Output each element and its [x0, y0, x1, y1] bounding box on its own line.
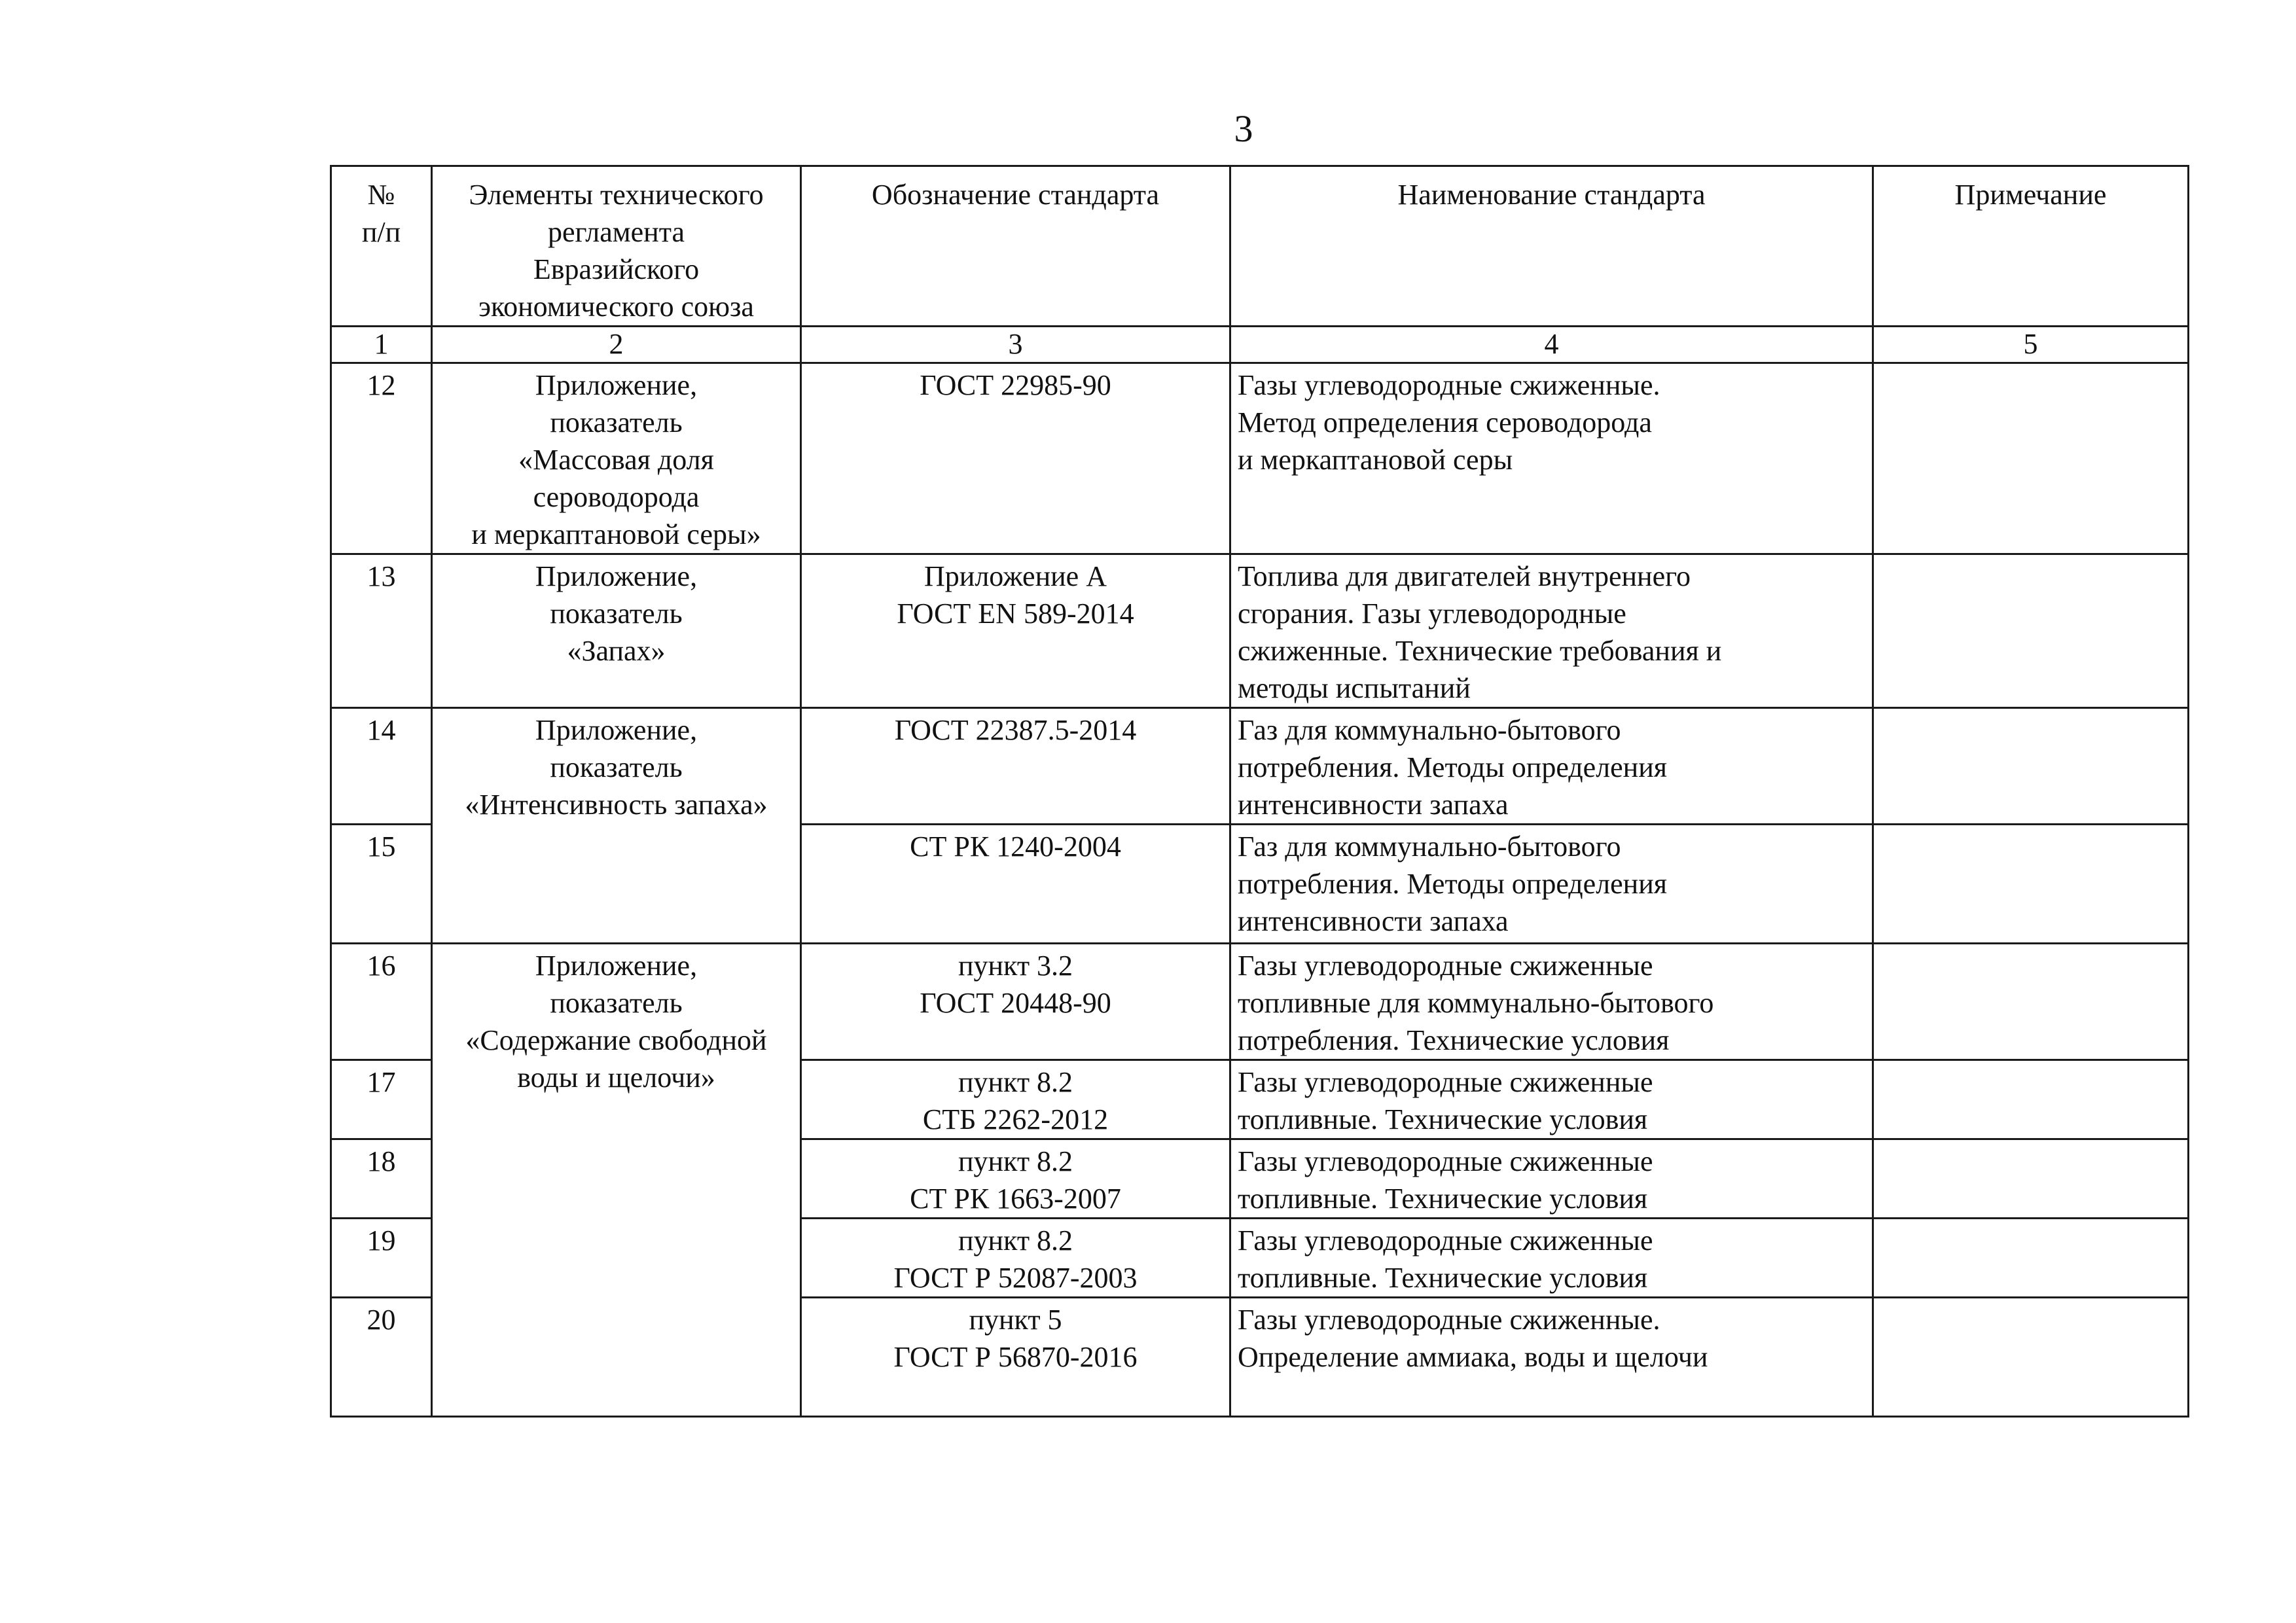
row-element: Приложение, показатель «Массовая доля сероводорода и меркаптановой серы»	[432, 363, 801, 554]
header-name: Наименование стандарта	[1230, 166, 1873, 327]
row-standard-name: Газы углеводородные сжиженные топливные. Технические условия	[1230, 1060, 1873, 1139]
column-numbers-row	[331, 327, 2189, 363]
table-row	[331, 363, 2189, 554]
row-designation: Приложение А ГОСТ EN 589-2014	[801, 554, 1230, 708]
row-note	[1873, 825, 2189, 944]
row-designation: пункт 8.2 СТ РК 1663-2007	[801, 1139, 1230, 1219]
row-note	[1873, 1139, 2189, 1219]
row-standard-name: Газы углеводородные сжиженные. Метод определения сероводорода и меркаптановой серы	[1230, 363, 1873, 554]
row-note	[1873, 944, 2189, 1060]
row-standard-name: Газы углеводородные сжиженные топливные для коммунально-бытового потребления. Технические условия	[1230, 944, 1873, 1060]
row-number: 14	[331, 708, 432, 825]
row-number: 20	[331, 1298, 432, 1417]
row-standard-name: Топлива для двигателей внутреннего сгорания. Газы углеводородные сжиженные. Технические требования и методы испытаний	[1230, 554, 1873, 708]
row-note	[1873, 708, 2189, 825]
table-row	[331, 944, 2189, 1060]
row-number: 19	[331, 1219, 432, 1298]
row-number: 18	[331, 1139, 432, 1219]
header-number: № п/п	[331, 166, 432, 327]
row-standard-name: Газы углеводородные сжиженные. Определение аммиака, воды и щелочи	[1230, 1298, 1873, 1417]
header-designation: Обозначение стандарта	[801, 166, 1230, 327]
row-designation: пункт 5 ГОСТ Р 56870-2016	[801, 1298, 1230, 1417]
row-element: Приложение, показатель «Содержание свободной воды и щелочи»	[432, 944, 801, 1417]
row-note	[1873, 1298, 2189, 1417]
row-element: Приложение, показатель «Запах»	[432, 554, 801, 708]
row-number: 12	[331, 363, 432, 554]
row-standard-name: Газ для коммунально-бытового потребления. Методы определения интенсивности запаха	[1230, 825, 1873, 944]
row-note	[1873, 554, 2189, 708]
row-element: Приложение, показатель «Интенсивность запаха»	[432, 708, 801, 944]
row-note	[1873, 363, 2189, 554]
table-row	[331, 708, 2189, 825]
row-number: 15	[331, 825, 432, 944]
row-designation: СТ РК 1240-2004	[801, 825, 1230, 944]
row-number: 17	[331, 1060, 432, 1139]
row-designation: пункт 8.2 СТБ 2262-2012	[801, 1060, 1230, 1139]
table-header-row	[331, 166, 2189, 327]
column-number: 4	[1230, 327, 1873, 363]
row-designation: пункт 8.2 ГОСТ Р 52087-2003	[801, 1219, 1230, 1298]
row-designation: ГОСТ 22985-90	[801, 363, 1230, 554]
row-number: 13	[331, 554, 432, 708]
row-standard-name: Газ для коммунально-бытового потребления. Методы определения интенсивности запаха	[1230, 708, 1873, 825]
table-row	[331, 554, 2189, 708]
row-note	[1873, 1060, 2189, 1139]
page-number: 3	[1234, 107, 1253, 150]
row-standard-name: Газы углеводородные сжиженные топливные. Технические условия	[1230, 1219, 1873, 1298]
column-number: 2	[432, 327, 801, 363]
column-number: 3	[801, 327, 1230, 363]
row-note	[1873, 1219, 2189, 1298]
column-number: 1	[331, 327, 432, 363]
standards-table	[330, 165, 2189, 1418]
column-number: 5	[1873, 327, 2189, 363]
row-designation: пункт 3.2 ГОСТ 20448-90	[801, 944, 1230, 1060]
header-note: Примечание	[1873, 166, 2189, 327]
header-element: Элементы технического регламента Евразийского экономического союза	[432, 166, 801, 327]
row-number: 16	[331, 944, 432, 1060]
row-standard-name: Газы углеводородные сжиженные топливные. Технические условия	[1230, 1139, 1873, 1219]
row-designation: ГОСТ 22387.5-2014	[801, 708, 1230, 825]
